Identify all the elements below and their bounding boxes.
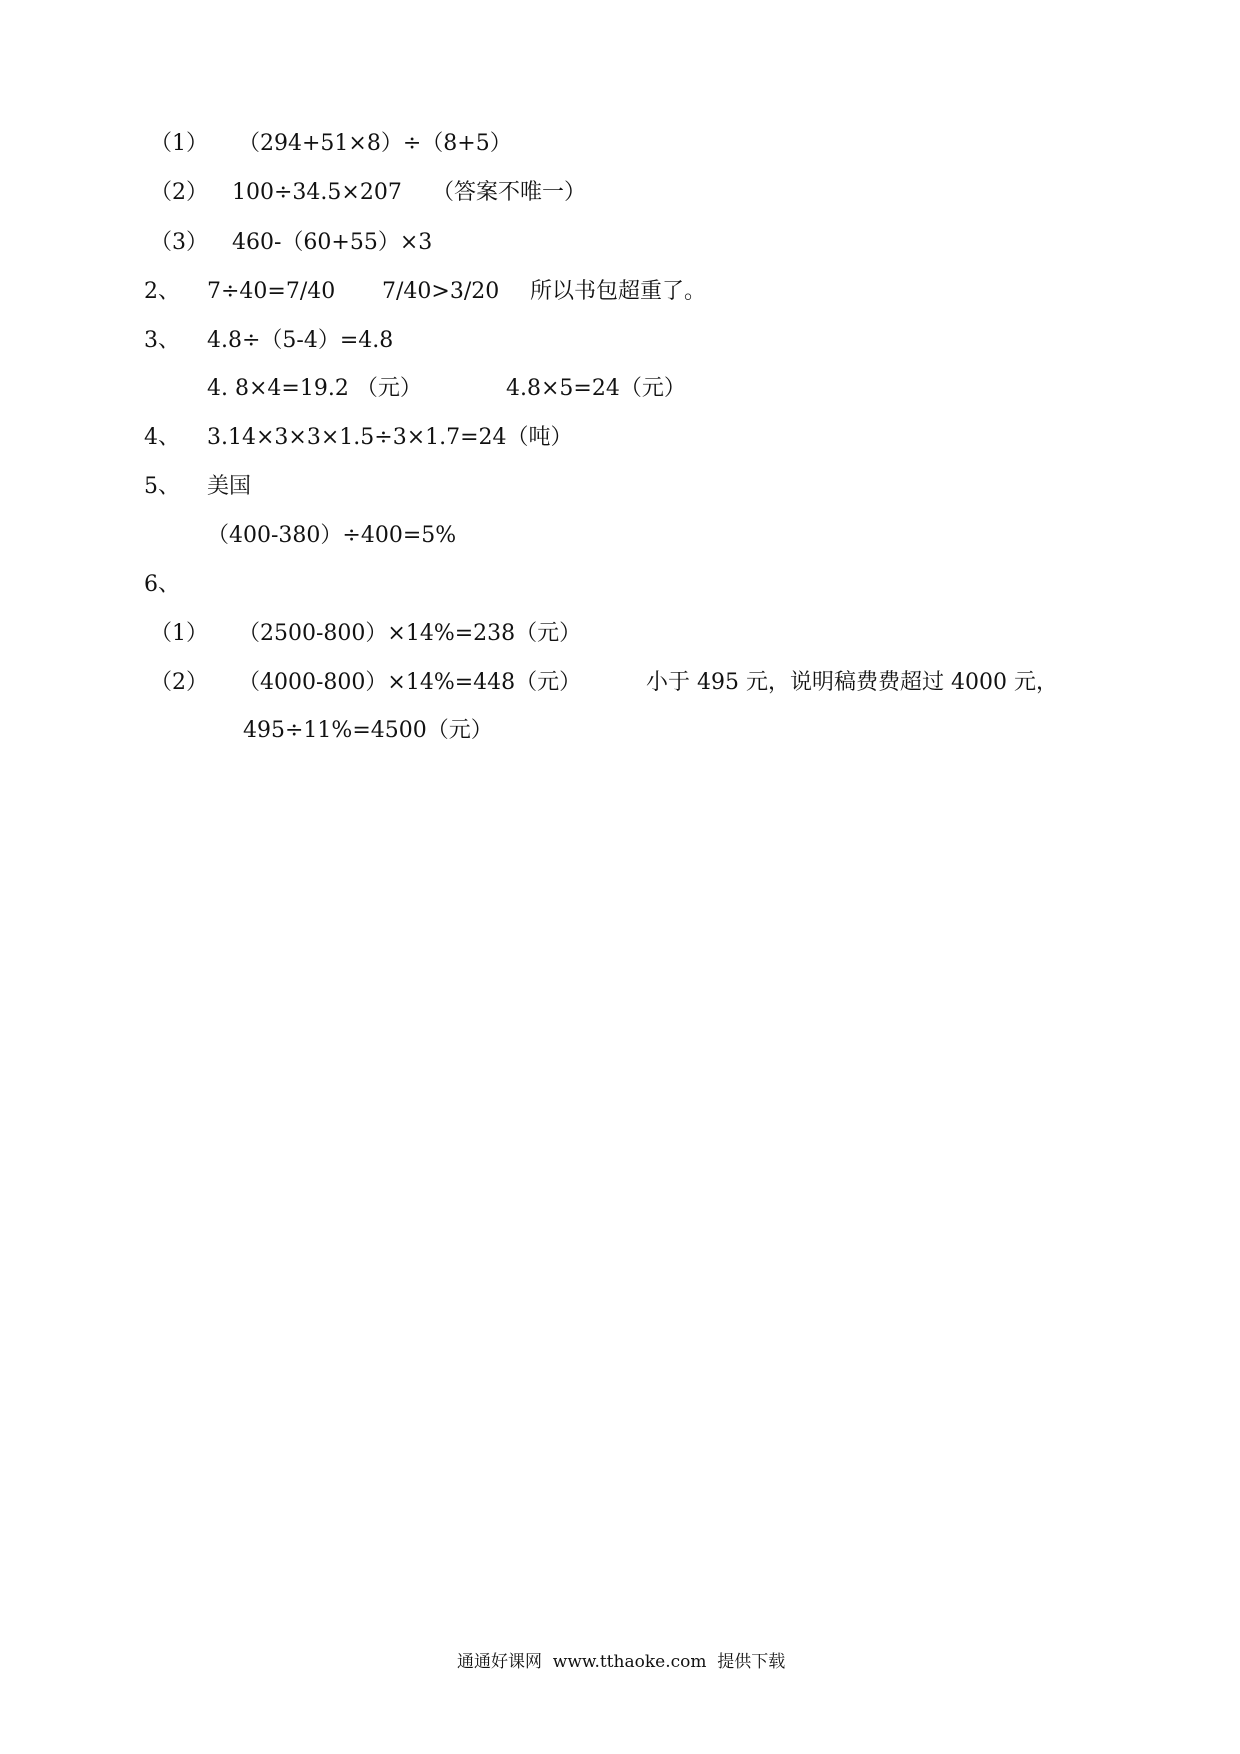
- answer-expression: 3.14×3×3×1.5÷3×1.7=24（吨）: [207, 425, 573, 450]
- sub-item-number: （1）: [150, 131, 208, 156]
- question-number: 5、: [144, 474, 180, 499]
- sub-item-number: （3）: [150, 230, 208, 255]
- page-footer: 通通好课网 www.tthaoke.com 提供下载: [457, 1652, 786, 1672]
- sub-item-number: （2）: [150, 180, 208, 205]
- answer-expression: （294+51×8）÷（8+5）: [238, 131, 512, 156]
- question-number: 2、: [144, 279, 180, 304]
- answer-text: 美国: [207, 474, 252, 499]
- answer-expression: 460-（60+55）×3: [232, 230, 433, 255]
- sub-item-number: （2）: [150, 670, 208, 695]
- answer-expression: 100÷34.5×207: [232, 180, 402, 205]
- answer-conclusion: 所以书包超重了。: [530, 279, 707, 304]
- question-number: 4、: [144, 425, 180, 450]
- question-number: 3、: [144, 328, 180, 353]
- answer-expression: 7/40>3/20: [382, 279, 500, 304]
- answer-expression: 4. 8×4=19.2 （元）: [207, 376, 422, 401]
- answer-note: 小于 495 元，说明稿费费超过 4000 元，: [646, 670, 1058, 695]
- answer-expression: 4.8×5=24（元）: [506, 376, 686, 401]
- answer-expression: 7÷40=7/40: [207, 279, 336, 304]
- answer-expression: 495÷11%=4500（元）: [243, 718, 493, 743]
- answer-expression: 4.8÷（5-4）=4.8: [207, 328, 394, 353]
- sub-item-number: （1）: [150, 621, 208, 646]
- answer-expression: （4000-800）×14%=448（元）: [238, 670, 582, 695]
- question-number: 6、: [144, 572, 180, 597]
- answer-expression: （400-380）÷400=5%: [207, 523, 457, 548]
- answer-expression: （2500-800）×14%=238（元）: [238, 621, 582, 646]
- answer-note: （答案不唯一）: [432, 180, 587, 205]
